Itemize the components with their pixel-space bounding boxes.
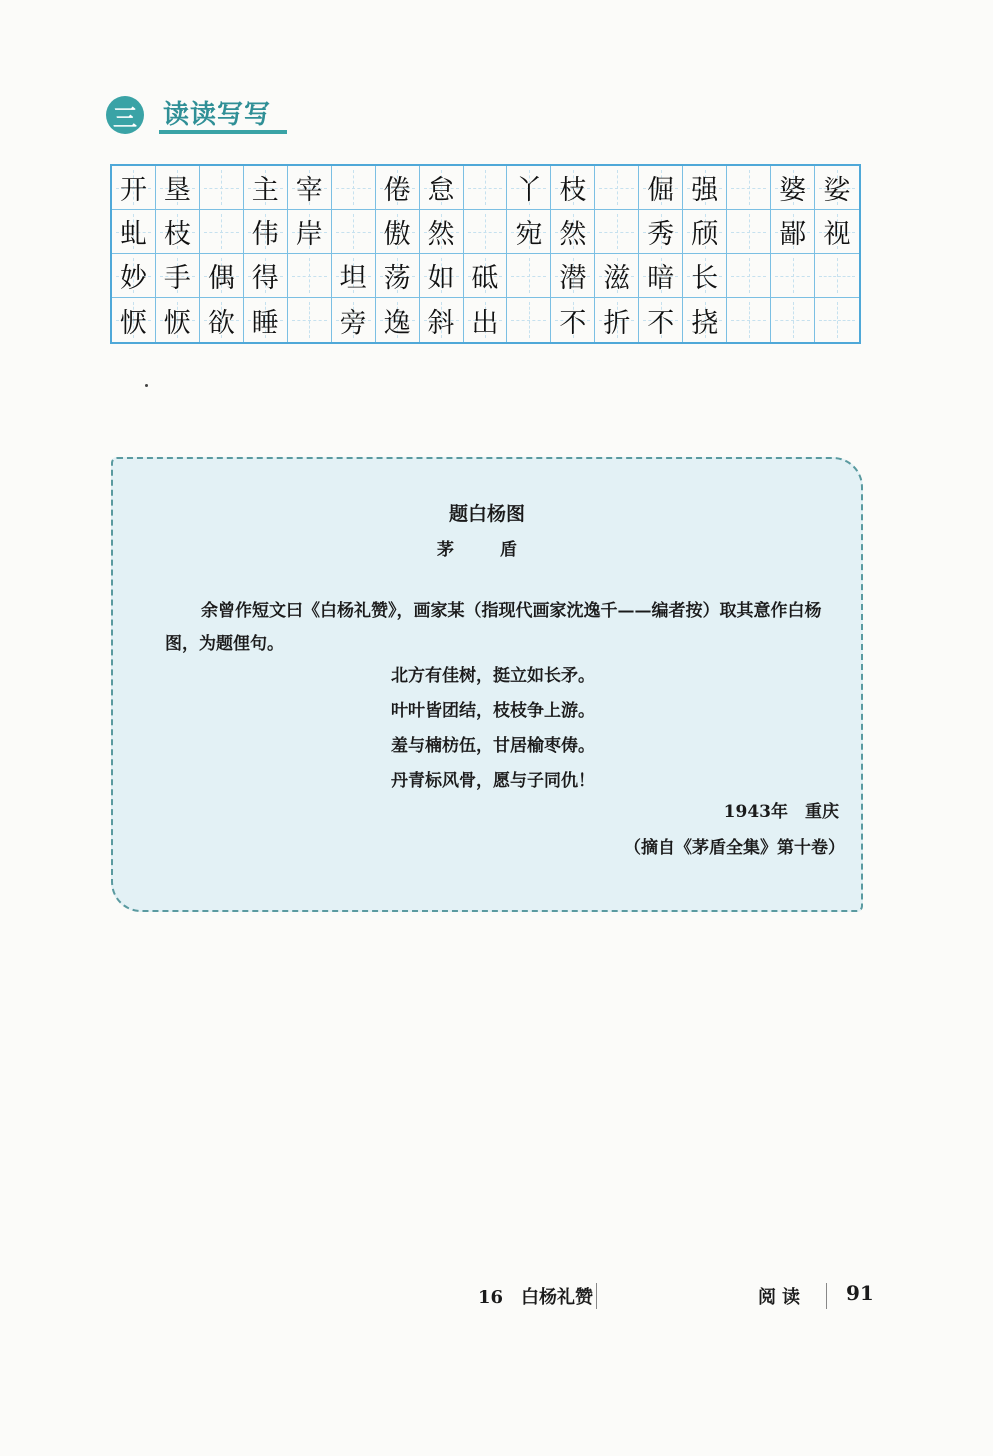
- grid-cell: [551, 210, 595, 254]
- footer-unit: 阅读: [758, 1287, 806, 1308]
- section-number-badge: 三: [106, 96, 144, 134]
- footer-divider: [826, 1283, 827, 1309]
- grid-cell: [420, 166, 464, 210]
- grid-char: 婆: [779, 175, 807, 206]
- grid-cell: [771, 298, 815, 342]
- grid-char: 睡: [251, 307, 279, 339]
- grid-cell: [815, 210, 859, 254]
- grid-char: 鄙: [779, 219, 807, 250]
- poem-line: 叶叶皆团结，枝枝争上游。: [391, 701, 595, 721]
- grid-cell: [200, 166, 244, 210]
- grid-char: 妙: [119, 263, 147, 294]
- grid-char: 折: [603, 307, 631, 339]
- grid-cell: [156, 298, 200, 342]
- grid-cell: [727, 210, 771, 254]
- grid-cell: [112, 254, 156, 298]
- grid-char: 不: [559, 307, 587, 339]
- grid-cell: [420, 210, 464, 254]
- grid-cell: [112, 166, 156, 210]
- grid-char: 枝: [163, 219, 191, 250]
- footer-divider: [596, 1283, 597, 1309]
- grid-cell: [727, 254, 771, 298]
- grid-cell: [288, 298, 332, 342]
- poem-line: 羞与楠枋伍，甘居榆枣俦。: [391, 736, 595, 756]
- grid-cell: [639, 166, 683, 210]
- grid-cell: [771, 210, 815, 254]
- grid-char: 逸: [383, 307, 411, 339]
- grid-char: 怠: [427, 175, 455, 206]
- grid-cell: [595, 254, 639, 298]
- grid-cell: [156, 166, 200, 210]
- grid-cell: [683, 210, 727, 254]
- grid-cell: [727, 166, 771, 210]
- grid-char: 恹: [119, 307, 147, 339]
- section-title: 读读写写: [163, 100, 272, 130]
- grid-cell: [112, 298, 156, 342]
- grid-cell: [244, 254, 288, 298]
- grid-cell: [595, 166, 639, 210]
- poem-line: 北方有佳树，挺立如长矛。: [391, 666, 595, 686]
- grid-cell: [156, 210, 200, 254]
- grid-cell: [332, 298, 376, 342]
- grid-char: 滋: [603, 263, 631, 294]
- grid-char: 倔: [647, 175, 675, 206]
- grid-char: 得: [251, 263, 279, 294]
- poem-author: 茅 盾: [437, 540, 537, 560]
- grid-cell: [551, 254, 595, 298]
- grid-char: 宰: [295, 175, 323, 206]
- footer-lesson: 16 白杨礼赞: [478, 1287, 594, 1308]
- grid-cell: [771, 166, 815, 210]
- grid-cell: [288, 166, 332, 210]
- grid-char: 偶: [207, 263, 235, 294]
- grid-char: 然: [559, 219, 587, 250]
- grid-cell: [288, 210, 332, 254]
- grid-cell: [815, 166, 859, 210]
- grid-char: 倦: [383, 175, 411, 206]
- poem-box: [111, 457, 863, 912]
- writing-grid: [110, 164, 861, 344]
- grid-cell: [244, 210, 288, 254]
- grid-char: 垦: [163, 175, 191, 206]
- grid-char: 秀: [647, 219, 675, 250]
- grid-cell: [112, 210, 156, 254]
- grid-cell: [683, 166, 727, 210]
- grid-char: 欲: [207, 307, 235, 339]
- grid-char: 强: [691, 175, 719, 206]
- grid-cell: [639, 210, 683, 254]
- grid-cell: [507, 210, 551, 254]
- grid-char: 岸: [295, 219, 323, 250]
- grid-cell: [815, 298, 859, 342]
- grid-cell: [551, 166, 595, 210]
- grid-cell: [376, 298, 420, 342]
- grid-char: 长: [691, 263, 719, 294]
- grid-cell: [376, 254, 420, 298]
- grid-cell: [332, 210, 376, 254]
- grid-cell: [420, 298, 464, 342]
- grid-char: 旁: [339, 307, 367, 339]
- grid-cell: [420, 254, 464, 298]
- grid-cell: [200, 254, 244, 298]
- grid-cell: [200, 210, 244, 254]
- grid-char: 砥: [471, 263, 499, 294]
- grid-cell: [464, 254, 508, 298]
- grid-char: 然: [427, 219, 455, 250]
- grid-char: 不: [647, 307, 675, 339]
- grid-cell: [771, 254, 815, 298]
- grid-char: 斜: [427, 307, 455, 339]
- grid-cell: [727, 298, 771, 342]
- poem-date: 1943年 重庆: [723, 802, 839, 822]
- poem-lines: [391, 659, 595, 799]
- grid-cell: [288, 254, 332, 298]
- grid-char: 荡: [383, 263, 411, 294]
- grid-char: 如: [427, 263, 455, 294]
- grid-char: 颀: [691, 219, 719, 250]
- grid-cell: [551, 298, 595, 342]
- grid-cell: [464, 210, 508, 254]
- grid-cell: [815, 254, 859, 298]
- grid-char: 手: [163, 263, 191, 294]
- grid-char: 伟: [251, 219, 279, 250]
- grid-cell: [244, 166, 288, 210]
- grid-cell: [507, 254, 551, 298]
- poem-title: 题白杨图: [448, 503, 525, 525]
- poem-preface: 余曾作短文曰《白杨礼赞》，画家某（指现代画家沈逸千——编者按）取其意作白杨图，为题俚句。: [165, 601, 822, 654]
- grid-char: 潜: [559, 263, 587, 294]
- grid-char: 恹: [163, 307, 191, 339]
- grid-char: 主: [251, 175, 279, 206]
- section-header: [103, 92, 303, 136]
- grid-cell: [332, 254, 376, 298]
- grid-cell: [639, 254, 683, 298]
- grid-char: 枝: [559, 175, 587, 206]
- stray-dot: [145, 384, 148, 387]
- grid-char: 视: [823, 219, 851, 250]
- grid-cell: [376, 166, 420, 210]
- grid-cell: [595, 210, 639, 254]
- grid-char: 虬: [119, 219, 147, 250]
- grid-cell: [464, 298, 508, 342]
- grid-char: 开: [119, 175, 147, 206]
- poem-source: （摘自《茅盾全集》第十卷）: [624, 838, 845, 858]
- poem-line: 丹青标风骨，愿与子同仇！: [391, 771, 595, 791]
- grid-cell: [376, 210, 420, 254]
- grid-char: 宛: [515, 219, 543, 250]
- grid-cell: [507, 298, 551, 342]
- grid-char: 暗: [647, 263, 675, 294]
- grid-cell: [332, 166, 376, 210]
- grid-cell: [595, 298, 639, 342]
- grid-cell: [683, 298, 727, 342]
- grid-char: 挠: [691, 307, 719, 339]
- page-number: 91: [846, 1281, 874, 1305]
- grid-char: 坦: [339, 263, 367, 294]
- grid-char: 丫: [515, 175, 543, 206]
- grid-cell: [464, 166, 508, 210]
- grid-cell: [639, 298, 683, 342]
- grid-cell: [507, 166, 551, 210]
- grid-cell: [683, 254, 727, 298]
- grid-char: 出: [471, 307, 499, 339]
- grid-char: 娑: [823, 175, 851, 206]
- grid-cell: [200, 298, 244, 342]
- grid-char: 傲: [383, 219, 411, 250]
- grid-cell: [244, 298, 288, 342]
- title-underline: [159, 130, 287, 134]
- grid-cell: [156, 254, 200, 298]
